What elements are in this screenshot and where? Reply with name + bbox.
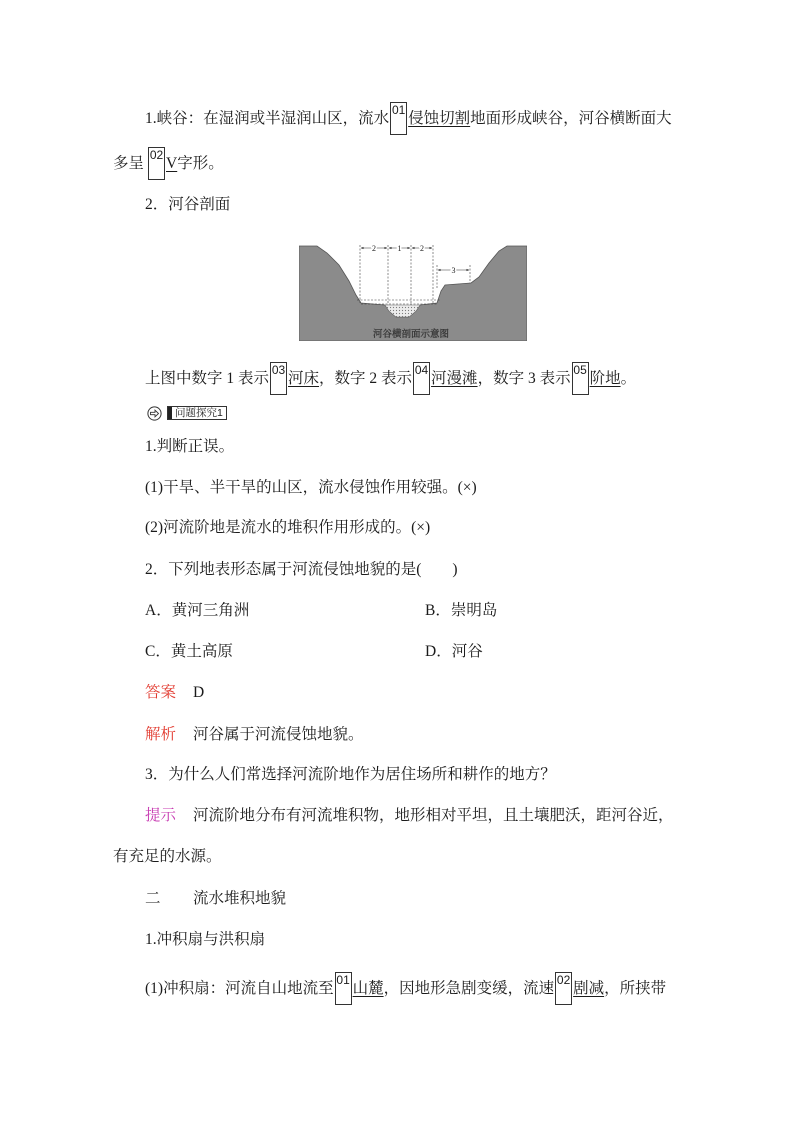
label-terrace: 3 — [451, 266, 456, 275]
hint-line — [145, 805, 674, 827]
figure-text-b: ，数字 2 表示 — [319, 370, 413, 387]
section-2-heading — [145, 888, 286, 910]
option-d: D．河谷 — [425, 643, 483, 660]
option-a: A．黄河三角洲 — [145, 602, 250, 619]
section-2-title: 流水堆积地貌 — [193, 890, 287, 907]
blank-answer: V — [166, 155, 178, 172]
hint-text-2: 有充足的水源。 — [113, 848, 222, 865]
label-channel: 1 — [397, 244, 402, 253]
section-2-number: 二 — [145, 890, 161, 907]
blank-answer: 山麓 — [352, 980, 384, 997]
answer-label: 答案 — [145, 684, 177, 701]
canyon-definition-line-2 — [113, 147, 224, 172]
question-1-title: 1.判断正误。 — [145, 438, 235, 455]
blank-answer: 河漫滩 — [431, 370, 478, 387]
figure-caption: 河谷横剖面示意图 — [372, 329, 450, 340]
arrow-circle-icon — [147, 406, 162, 421]
blank-box-01 — [335, 972, 352, 1005]
fan-text-c: ，所挟带 — [604, 980, 667, 997]
blank-box-01 — [390, 102, 407, 135]
blank-number: 01 — [391, 103, 406, 117]
question-1-item-1: (1)干旱、半干旱的山区，流水侵蚀作用较强。(×) — [145, 479, 477, 496]
question-3-stem: 3．为什么人们常选择河流阶地作为居住场所和耕作的地方？ — [145, 766, 556, 783]
inquiry-tag-label: 问题探究1 — [175, 407, 223, 419]
answer-line — [145, 682, 204, 704]
canyon-text-a: 1.峡谷：在湿润或半湿润山区，流水 — [145, 110, 390, 127]
question-2-stem: 2．下列地表形态属于河流侵蚀地貌的是( ) — [145, 561, 458, 578]
figure-text-a: 上图中数字 1 表示 — [145, 370, 270, 387]
blank-box-04 — [413, 362, 430, 395]
blank-number: 03 — [271, 363, 286, 377]
blank-answer: 河床 — [288, 370, 320, 387]
blank-answer: 侵蚀切割 — [408, 110, 471, 127]
inquiry-tag — [167, 406, 227, 420]
blank-number: 01 — [336, 973, 350, 987]
hint-text-1: 河流阶地分布有河流堆积物，地形相对平坦，且土壤肥沃，距河谷近， — [193, 807, 674, 824]
blank-box-02 — [148, 147, 165, 180]
blank-answer: 剧减 — [573, 980, 605, 997]
alluvial-fan-line — [145, 972, 667, 997]
option-c: C．黄土高原 — [145, 643, 233, 660]
blank-number: 02 — [556, 973, 571, 987]
answer-value: D — [193, 684, 205, 701]
tag-bar — [168, 407, 172, 419]
inquiry-badge — [147, 405, 227, 421]
blank-answer: 阶地 — [589, 370, 621, 387]
canyon-definition-line-1 — [145, 102, 672, 127]
blank-number: 02 — [149, 148, 164, 162]
question-1-item-2: (2)河流阶地是流水的堆积作用形成的。(×) — [145, 519, 431, 536]
figure-text-d: 。 — [620, 370, 637, 387]
figure-text-c: ，数字 3 表示 — [477, 370, 571, 387]
canyon-text-c: 多呈 — [113, 155, 145, 172]
analysis-line — [145, 724, 364, 746]
figure-explanation-line — [145, 362, 637, 387]
fan-text-b: ，因地形急剧变缓，流速 — [383, 980, 555, 997]
blank-box-05 — [572, 362, 589, 395]
hint-label: 提示 — [145, 807, 177, 824]
section-heading-valley-profile: 2．河谷剖面 — [145, 196, 231, 213]
analysis-text: 河谷属于河流侵蚀地貌。 — [193, 726, 364, 743]
blank-number: 04 — [414, 363, 429, 377]
river-valley-cross-section-diagram — [299, 243, 527, 341]
blank-number: 05 — [573, 363, 587, 377]
canyon-text-d: 字形。 — [177, 155, 224, 172]
analysis-label: 解析 — [145, 726, 177, 743]
fan-text-a: (1)冲积扇：河流自山地流至 — [145, 980, 334, 997]
blank-box-02 — [555, 972, 572, 1005]
label-right-floodplain: 2 — [420, 244, 424, 253]
section-2-subheading: 1.冲积扇与洪积扇 — [145, 931, 266, 948]
canyon-text-b: 地面形成峡谷，河谷横断面大 — [470, 110, 672, 127]
option-b: B．崇明岛 — [425, 602, 498, 619]
label-left-floodplain: 2 — [372, 244, 376, 253]
blank-box-03 — [270, 362, 287, 395]
